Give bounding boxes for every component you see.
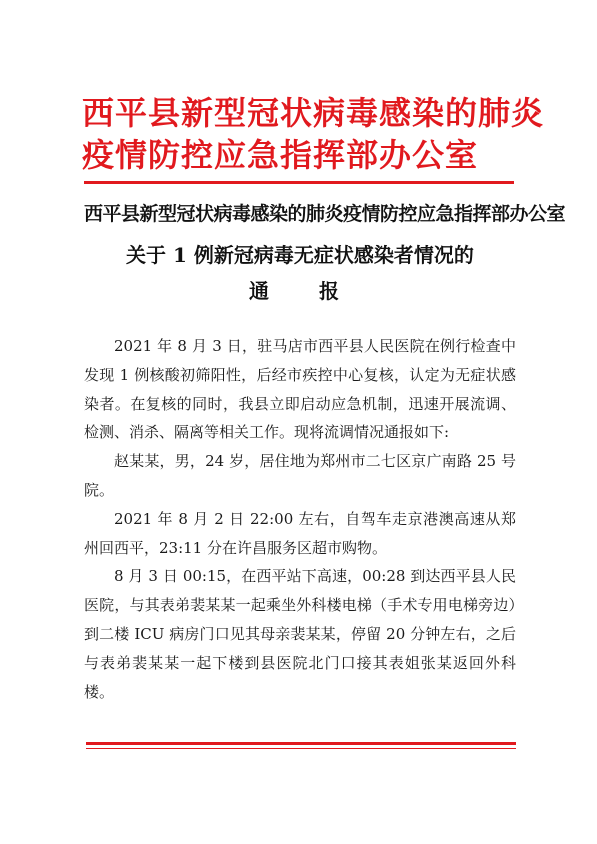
document-title-line-2: 关于 1 例新冠病毒无症状感染者情况的: [126, 243, 474, 267]
title-char-bao: 报: [319, 279, 339, 303]
body-paragraph-4: 8 月 3 日 00:15，在西平站下高速，00:28 到达西平县人民医院，与其表弟裴某某一起乘坐外科楼电梯（手术专用电梯旁边）到二楼 ICU 病房门口见其母亲裴某某，停留 20 分钟左右，之后与表弟裴某某一起下楼到县医院北门口接其表姐张某返回外科楼。: [84, 567, 516, 701]
footer-red-rule-thick: [86, 742, 516, 745]
body-paragraph-1: 2021 年 8 月 3 日，驻马店市西平县人民医院在例行检查中发现 1 例核酸初筛阳性，后经市疾控中心复核，认定为无症状感染者。在复核的同时，我县立即启动应急机制，迅速开展流调、检测、消杀、隔离等相关工作。现将流调情况通报如下:: [84, 337, 516, 442]
masthead-line-2: 疫情防控应急指挥部办公室: [82, 136, 479, 174]
document-title-line-1: 西平县新型冠状病毒感染的肺炎疫情防控应急指挥部办公室: [84, 203, 566, 225]
masthead-line-1: 西平县新型冠状病毒感染的肺炎: [82, 94, 545, 132]
issuing-office-masthead: [82, 92, 545, 176]
title-char-tong: 通: [249, 279, 269, 303]
masthead-red-rule: [84, 181, 514, 184]
body-paragraph-3: 2021 年 8 月 2 日 22:00 左右，自驾车走京港澳高速从郑州回西平，23:11 分在许昌服务区超市购物。: [84, 509, 516, 557]
footer-red-rule-thin: [86, 748, 516, 749]
body-paragraph-2: 赵某某，男，24 岁，居住地为郑州市二七区京广南路 25 号院。: [84, 452, 516, 499]
document-body: [84, 332, 516, 706]
document-title-line-3: [249, 275, 339, 304]
